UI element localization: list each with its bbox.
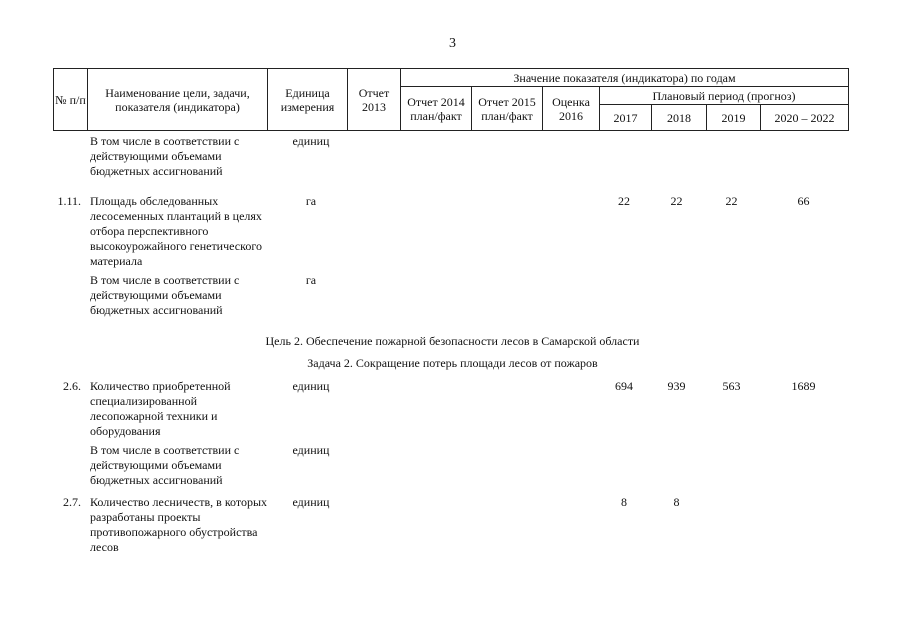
value-2017: 22: [618, 194, 630, 208]
value-2019: 22: [725, 194, 738, 208]
value-2017: 694: [615, 379, 633, 393]
row-number: 2.7.: [63, 495, 81, 509]
value-2018: 8: [673, 495, 680, 509]
header-number: № п/п: [54, 69, 88, 131]
row-number: 2.6.: [63, 379, 81, 393]
header-name: Наименование цели, задачи, показателя (индикатора): [88, 69, 268, 131]
header-values-group: Значение показателя (индикатора) по годам: [401, 69, 849, 87]
row-unit: единиц: [292, 134, 330, 148]
row-number: 1.11.: [57, 194, 81, 208]
header-year-2019: 2019: [707, 105, 761, 131]
row-name: Количество лесничеств, в которых разработаны проекты противопожарного обустройства лесов: [90, 495, 268, 554]
table-header: [53, 68, 849, 131]
value-2020-2022: 66: [797, 194, 810, 208]
row-name: Площадь обследованных лесосеменных плантаций в целях отбора перспективного высокоурожайного генетического материала: [90, 194, 262, 268]
row-name: В том числе в соответствии с действующими объемами бюджетных ассигнований: [90, 273, 240, 317]
header-year-2020-2022: 2020 – 2022: [761, 105, 849, 131]
header-year-2018: 2018: [652, 105, 707, 131]
row-unit: единиц: [292, 495, 330, 509]
value-2018: 22: [670, 194, 683, 208]
header-year-2017: 2017: [600, 105, 652, 131]
row-unit: га: [305, 194, 317, 208]
value-2017: 8: [621, 495, 627, 509]
value-2019: 563: [722, 379, 741, 393]
header-report-2015: Отчет 2015 план/факт: [472, 87, 543, 131]
page-number: 3: [449, 36, 456, 51]
row-unit: единиц: [292, 443, 330, 457]
header-report-2014: Отчет 2014 план/факт: [401, 87, 472, 131]
goal-heading: Цель 2. Обеспечение пожарной безопасности лесов в Самарской области: [265, 334, 640, 348]
header-unit: Единица измерения: [268, 69, 348, 131]
row-unit: единиц: [292, 379, 330, 393]
value-2018: 939: [667, 379, 686, 393]
header-plan-period: Плановый период (прогноз): [600, 87, 849, 105]
header-report-2013: Отчет 2013: [348, 69, 401, 131]
row-name: В том числе в соответствии с действующими объемами бюджетных ассигнований: [90, 443, 240, 487]
row-unit: га: [305, 273, 317, 287]
task-heading: Задача 2. Сокращение потерь площади лесов от пожаров: [307, 356, 598, 370]
header-estimate-2016: Оценка 2016: [543, 87, 600, 131]
row-name: В том числе в соответствии с действующими объемами бюджетных ассигнований: [90, 134, 240, 178]
value-2020-2022: 1689: [791, 379, 816, 393]
row-name: Количество приобретенной специализированной лесопожарной техники и оборудования: [90, 379, 231, 438]
